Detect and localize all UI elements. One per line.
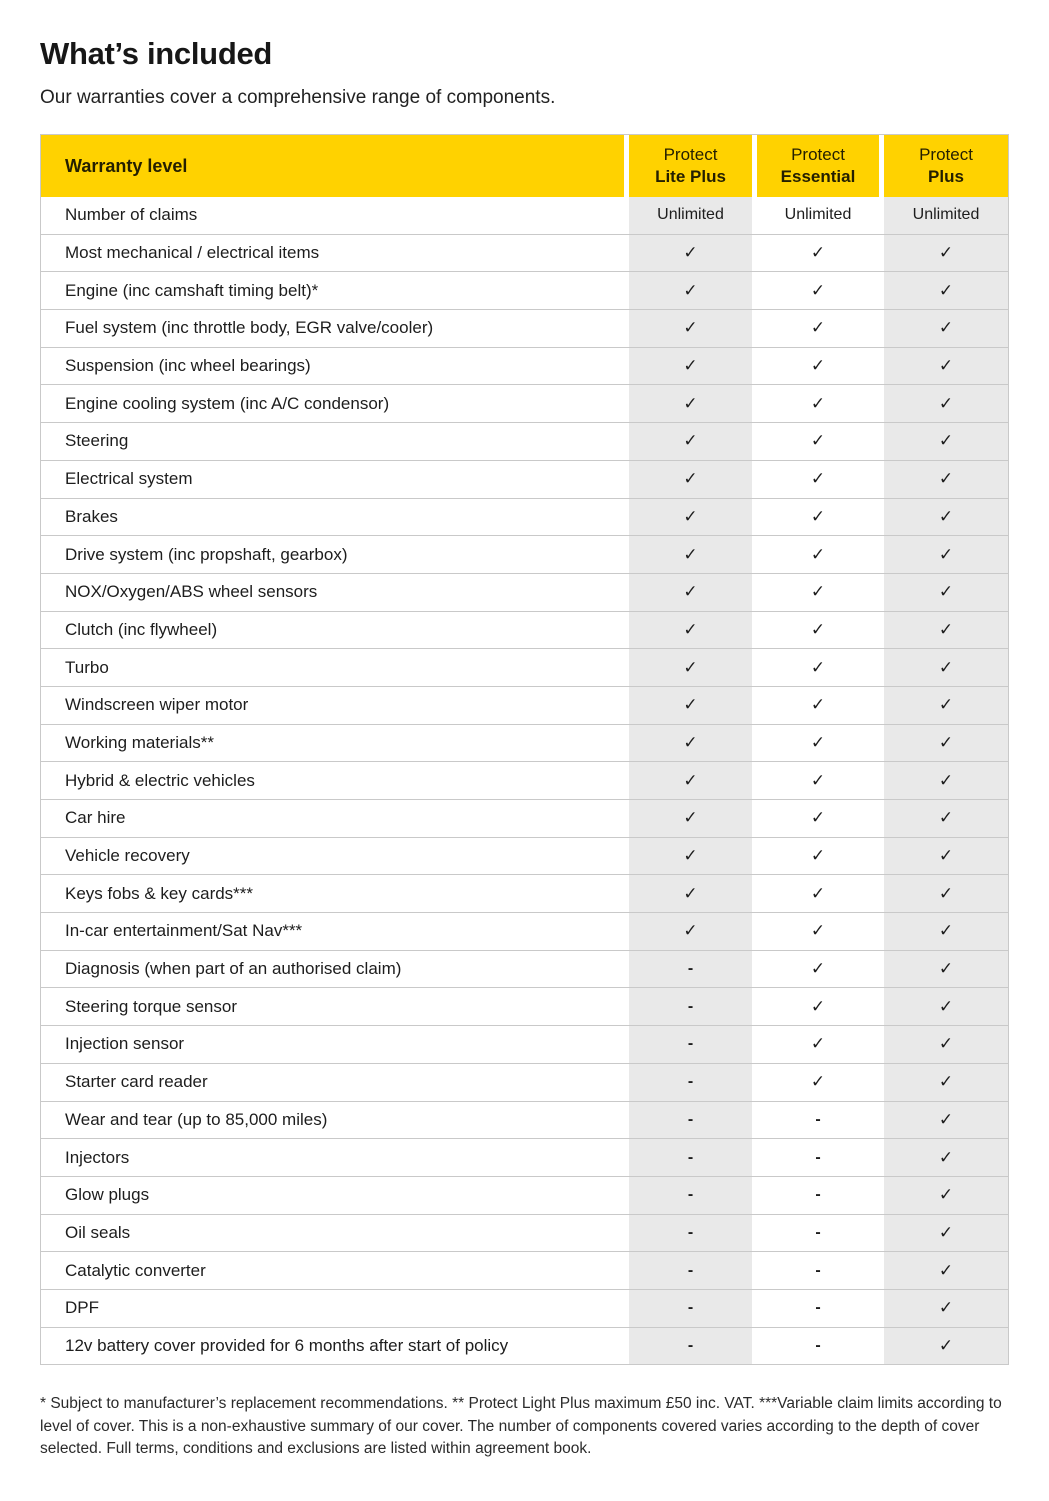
row-label: Injection sensor xyxy=(65,1034,185,1054)
check-icon: ✓ xyxy=(810,431,826,451)
table-row xyxy=(41,649,1008,687)
table-row xyxy=(41,762,1008,800)
row-label: Engine (inc camshaft timing belt)* xyxy=(65,280,319,300)
dash-icon: - xyxy=(815,1261,821,1279)
table-row xyxy=(41,310,1008,348)
dash-icon: - xyxy=(629,1252,752,1289)
table-row xyxy=(41,385,1008,423)
check-icon: ✓ xyxy=(629,762,752,799)
check-icon: ✓ xyxy=(629,235,752,272)
dash-icon: - xyxy=(629,1290,752,1327)
check-icon: ✓ xyxy=(629,461,752,498)
row-label: Turbo xyxy=(65,657,109,677)
row-label: Hybrid & electric vehicles xyxy=(65,770,255,790)
check-icon: ✓ xyxy=(884,649,1008,686)
check-icon: ✓ xyxy=(810,1072,826,1092)
cell-value: Unlimited xyxy=(884,197,1008,234)
header-col-protect-plus xyxy=(884,135,1008,197)
row-label: Vehicle recovery xyxy=(65,846,190,866)
dash-icon: - xyxy=(815,1186,821,1204)
dash-icon: - xyxy=(629,1064,752,1101)
dash-icon: - xyxy=(815,1110,821,1128)
row-label: 12v battery cover provided for 6 months after start of policy xyxy=(65,1335,509,1355)
table-row xyxy=(41,1064,1008,1102)
check-icon: ✓ xyxy=(629,499,752,536)
check-icon: ✓ xyxy=(884,235,1008,272)
check-icon: ✓ xyxy=(629,574,752,611)
cell-value: Unlimited xyxy=(629,197,752,234)
row-label: Suspension (inc wheel bearings) xyxy=(65,356,311,376)
check-icon: ✓ xyxy=(884,1215,1008,1252)
table-row xyxy=(41,725,1008,763)
header-col-protect-essential xyxy=(757,135,879,197)
check-icon: ✓ xyxy=(884,1252,1008,1289)
check-icon: ✓ xyxy=(810,770,826,790)
check-icon: ✓ xyxy=(884,1177,1008,1214)
header-col-line1: Protect xyxy=(663,144,718,164)
table-row xyxy=(41,1290,1008,1328)
dash-icon: - xyxy=(629,951,752,988)
check-icon: ✓ xyxy=(810,243,826,263)
check-icon: ✓ xyxy=(884,1026,1008,1063)
row-label: Number of claims xyxy=(65,205,198,225)
check-icon: ✓ xyxy=(810,695,826,715)
dash-icon: - xyxy=(629,1177,752,1214)
check-icon: ✓ xyxy=(629,385,752,422)
check-icon: ✓ xyxy=(884,536,1008,573)
check-icon: ✓ xyxy=(884,310,1008,347)
row-label: Engine cooling system (inc A/C condensor) xyxy=(65,393,390,413)
table-row xyxy=(41,1215,1008,1253)
row-label: Steering xyxy=(65,431,129,451)
check-icon: ✓ xyxy=(884,762,1008,799)
table-row xyxy=(41,800,1008,838)
table-row xyxy=(41,612,1008,650)
table-row xyxy=(41,461,1008,499)
check-icon: ✓ xyxy=(810,619,826,639)
check-icon: ✓ xyxy=(629,649,752,686)
dash-icon: - xyxy=(815,1299,821,1317)
row-label: Drive system (inc propshaft, gearbox) xyxy=(65,544,348,564)
check-icon: ✓ xyxy=(884,951,1008,988)
check-icon: ✓ xyxy=(810,280,826,300)
dash-icon: - xyxy=(629,1328,752,1365)
check-icon: ✓ xyxy=(810,883,826,903)
row-label: Glow plugs xyxy=(65,1185,150,1205)
dash-icon: - xyxy=(629,1102,752,1139)
check-icon: ✓ xyxy=(629,612,752,649)
dash-icon: - xyxy=(815,1148,821,1166)
row-label: Wear and tear (up to 85,000 miles) xyxy=(65,1109,328,1129)
check-icon: ✓ xyxy=(810,657,826,677)
check-icon: ✓ xyxy=(884,687,1008,724)
header-col-line2: Lite Plus xyxy=(655,167,726,186)
row-label: Brakes xyxy=(65,506,118,526)
page-subtitle: Our warranties cover a comprehensive range of components. xyxy=(40,87,556,108)
row-label: Starter card reader xyxy=(65,1072,208,1092)
footnote: * Subject to manufacturer’s replacement recommendations. ** Protect Light Plus maximum £50 inc. VAT. ***Variable claim limits according to level of cover. This is a non-exhaustive summary of our cover. The number of components covered varies according to the depth of cover selected. Full terms, conditions and exclusions are listed within agreement book. xyxy=(40,1395,1002,1458)
table-row xyxy=(41,687,1008,725)
table-header-row xyxy=(41,135,1008,197)
dash-icon: - xyxy=(629,988,752,1025)
check-icon: ✓ xyxy=(810,356,826,376)
table-row xyxy=(41,348,1008,386)
check-icon: ✓ xyxy=(810,996,826,1016)
table-row xyxy=(41,1102,1008,1140)
check-icon: ✓ xyxy=(629,875,752,912)
table-row xyxy=(41,536,1008,574)
table-row xyxy=(41,913,1008,951)
check-icon: ✓ xyxy=(810,808,826,828)
table-row xyxy=(41,1177,1008,1215)
row-label: Working materials** xyxy=(65,732,214,752)
check-icon: ✓ xyxy=(810,469,826,489)
check-icon: ✓ xyxy=(810,732,826,752)
table-row xyxy=(41,235,1008,273)
check-icon: ✓ xyxy=(884,875,1008,912)
header-col-line2: Plus xyxy=(928,167,964,186)
header-col-protect-lite-plus xyxy=(629,135,752,197)
check-icon: ✓ xyxy=(884,1139,1008,1176)
check-icon: ✓ xyxy=(810,544,826,564)
check-icon: ✓ xyxy=(884,988,1008,1025)
row-label: Diagnosis (when part of an authorised claim) xyxy=(65,959,402,979)
check-icon: ✓ xyxy=(629,348,752,385)
check-icon: ✓ xyxy=(810,318,826,338)
row-label: NOX/Oxygen/ABS wheel sensors xyxy=(65,582,318,602)
check-icon: ✓ xyxy=(884,1102,1008,1139)
check-icon: ✓ xyxy=(884,423,1008,460)
row-label: DPF xyxy=(65,1298,99,1318)
check-icon: ✓ xyxy=(629,800,752,837)
table-row xyxy=(41,272,1008,310)
check-icon: ✓ xyxy=(810,393,826,413)
check-icon: ✓ xyxy=(629,725,752,762)
row-label: Keys fobs & key cards*** xyxy=(65,883,254,903)
check-icon: ✓ xyxy=(884,574,1008,611)
row-label: Electrical system xyxy=(65,469,193,489)
table-row xyxy=(41,423,1008,461)
row-label: In-car entertainment/Sat Nav*** xyxy=(65,921,303,941)
dash-icon: - xyxy=(629,1026,752,1063)
check-icon: ✓ xyxy=(629,272,752,309)
row-label: Windscreen wiper motor xyxy=(65,695,249,715)
check-icon: ✓ xyxy=(810,921,826,941)
table-row xyxy=(41,875,1008,913)
check-icon: ✓ xyxy=(629,913,752,950)
row-label: Steering torque sensor xyxy=(65,996,237,1016)
table-row xyxy=(41,197,1008,235)
dash-icon: - xyxy=(629,1215,752,1252)
check-icon: ✓ xyxy=(884,348,1008,385)
row-label: Catalytic converter xyxy=(65,1260,206,1280)
check-icon: ✓ xyxy=(884,725,1008,762)
row-label: Injectors xyxy=(65,1147,130,1167)
check-icon: ✓ xyxy=(884,499,1008,536)
cell-value: Unlimited xyxy=(784,206,852,224)
check-icon: ✓ xyxy=(810,1034,826,1054)
dash-icon: - xyxy=(629,1139,752,1176)
check-icon: ✓ xyxy=(884,913,1008,950)
dash-icon: - xyxy=(815,1336,821,1354)
table-row xyxy=(41,499,1008,537)
table-row xyxy=(41,1252,1008,1290)
warranty-table xyxy=(40,134,1009,1365)
check-icon: ✓ xyxy=(629,310,752,347)
row-label: Clutch (inc flywheel) xyxy=(65,619,218,639)
row-label: Most mechanical / electrical items xyxy=(65,243,320,263)
table-row xyxy=(41,1026,1008,1064)
header-warranty-level: Warranty level xyxy=(41,135,624,197)
table-row xyxy=(41,1139,1008,1177)
check-icon: ✓ xyxy=(884,272,1008,309)
check-icon: ✓ xyxy=(884,612,1008,649)
table-body xyxy=(41,197,1008,1364)
header-col-line1: Protect xyxy=(791,144,845,164)
dash-icon: - xyxy=(815,1223,821,1241)
check-icon: ✓ xyxy=(810,959,826,979)
check-icon: ✓ xyxy=(884,461,1008,498)
check-icon: ✓ xyxy=(884,1064,1008,1101)
check-icon: ✓ xyxy=(884,838,1008,875)
check-icon: ✓ xyxy=(810,846,826,866)
check-icon: ✓ xyxy=(884,1290,1008,1327)
table-row xyxy=(41,988,1008,1026)
page-title: What’s included xyxy=(40,36,273,71)
check-icon: ✓ xyxy=(884,1328,1008,1365)
check-icon: ✓ xyxy=(629,536,752,573)
row-label: Oil seals xyxy=(65,1222,131,1242)
header-col-line1: Protect xyxy=(919,144,973,164)
check-icon: ✓ xyxy=(884,385,1008,422)
header-col-line2: Essential xyxy=(780,167,856,186)
check-icon: ✓ xyxy=(810,506,826,526)
table-row xyxy=(41,574,1008,612)
check-icon: ✓ xyxy=(884,800,1008,837)
check-icon: ✓ xyxy=(629,423,752,460)
row-label: Fuel system (inc throttle body, EGR valve/cooler) xyxy=(65,318,434,338)
table-row xyxy=(41,951,1008,989)
table-row xyxy=(41,1328,1008,1365)
check-icon: ✓ xyxy=(629,838,752,875)
table-row xyxy=(41,838,1008,876)
check-icon: ✓ xyxy=(810,582,826,602)
row-label: Car hire xyxy=(65,808,126,828)
check-icon: ✓ xyxy=(629,687,752,724)
